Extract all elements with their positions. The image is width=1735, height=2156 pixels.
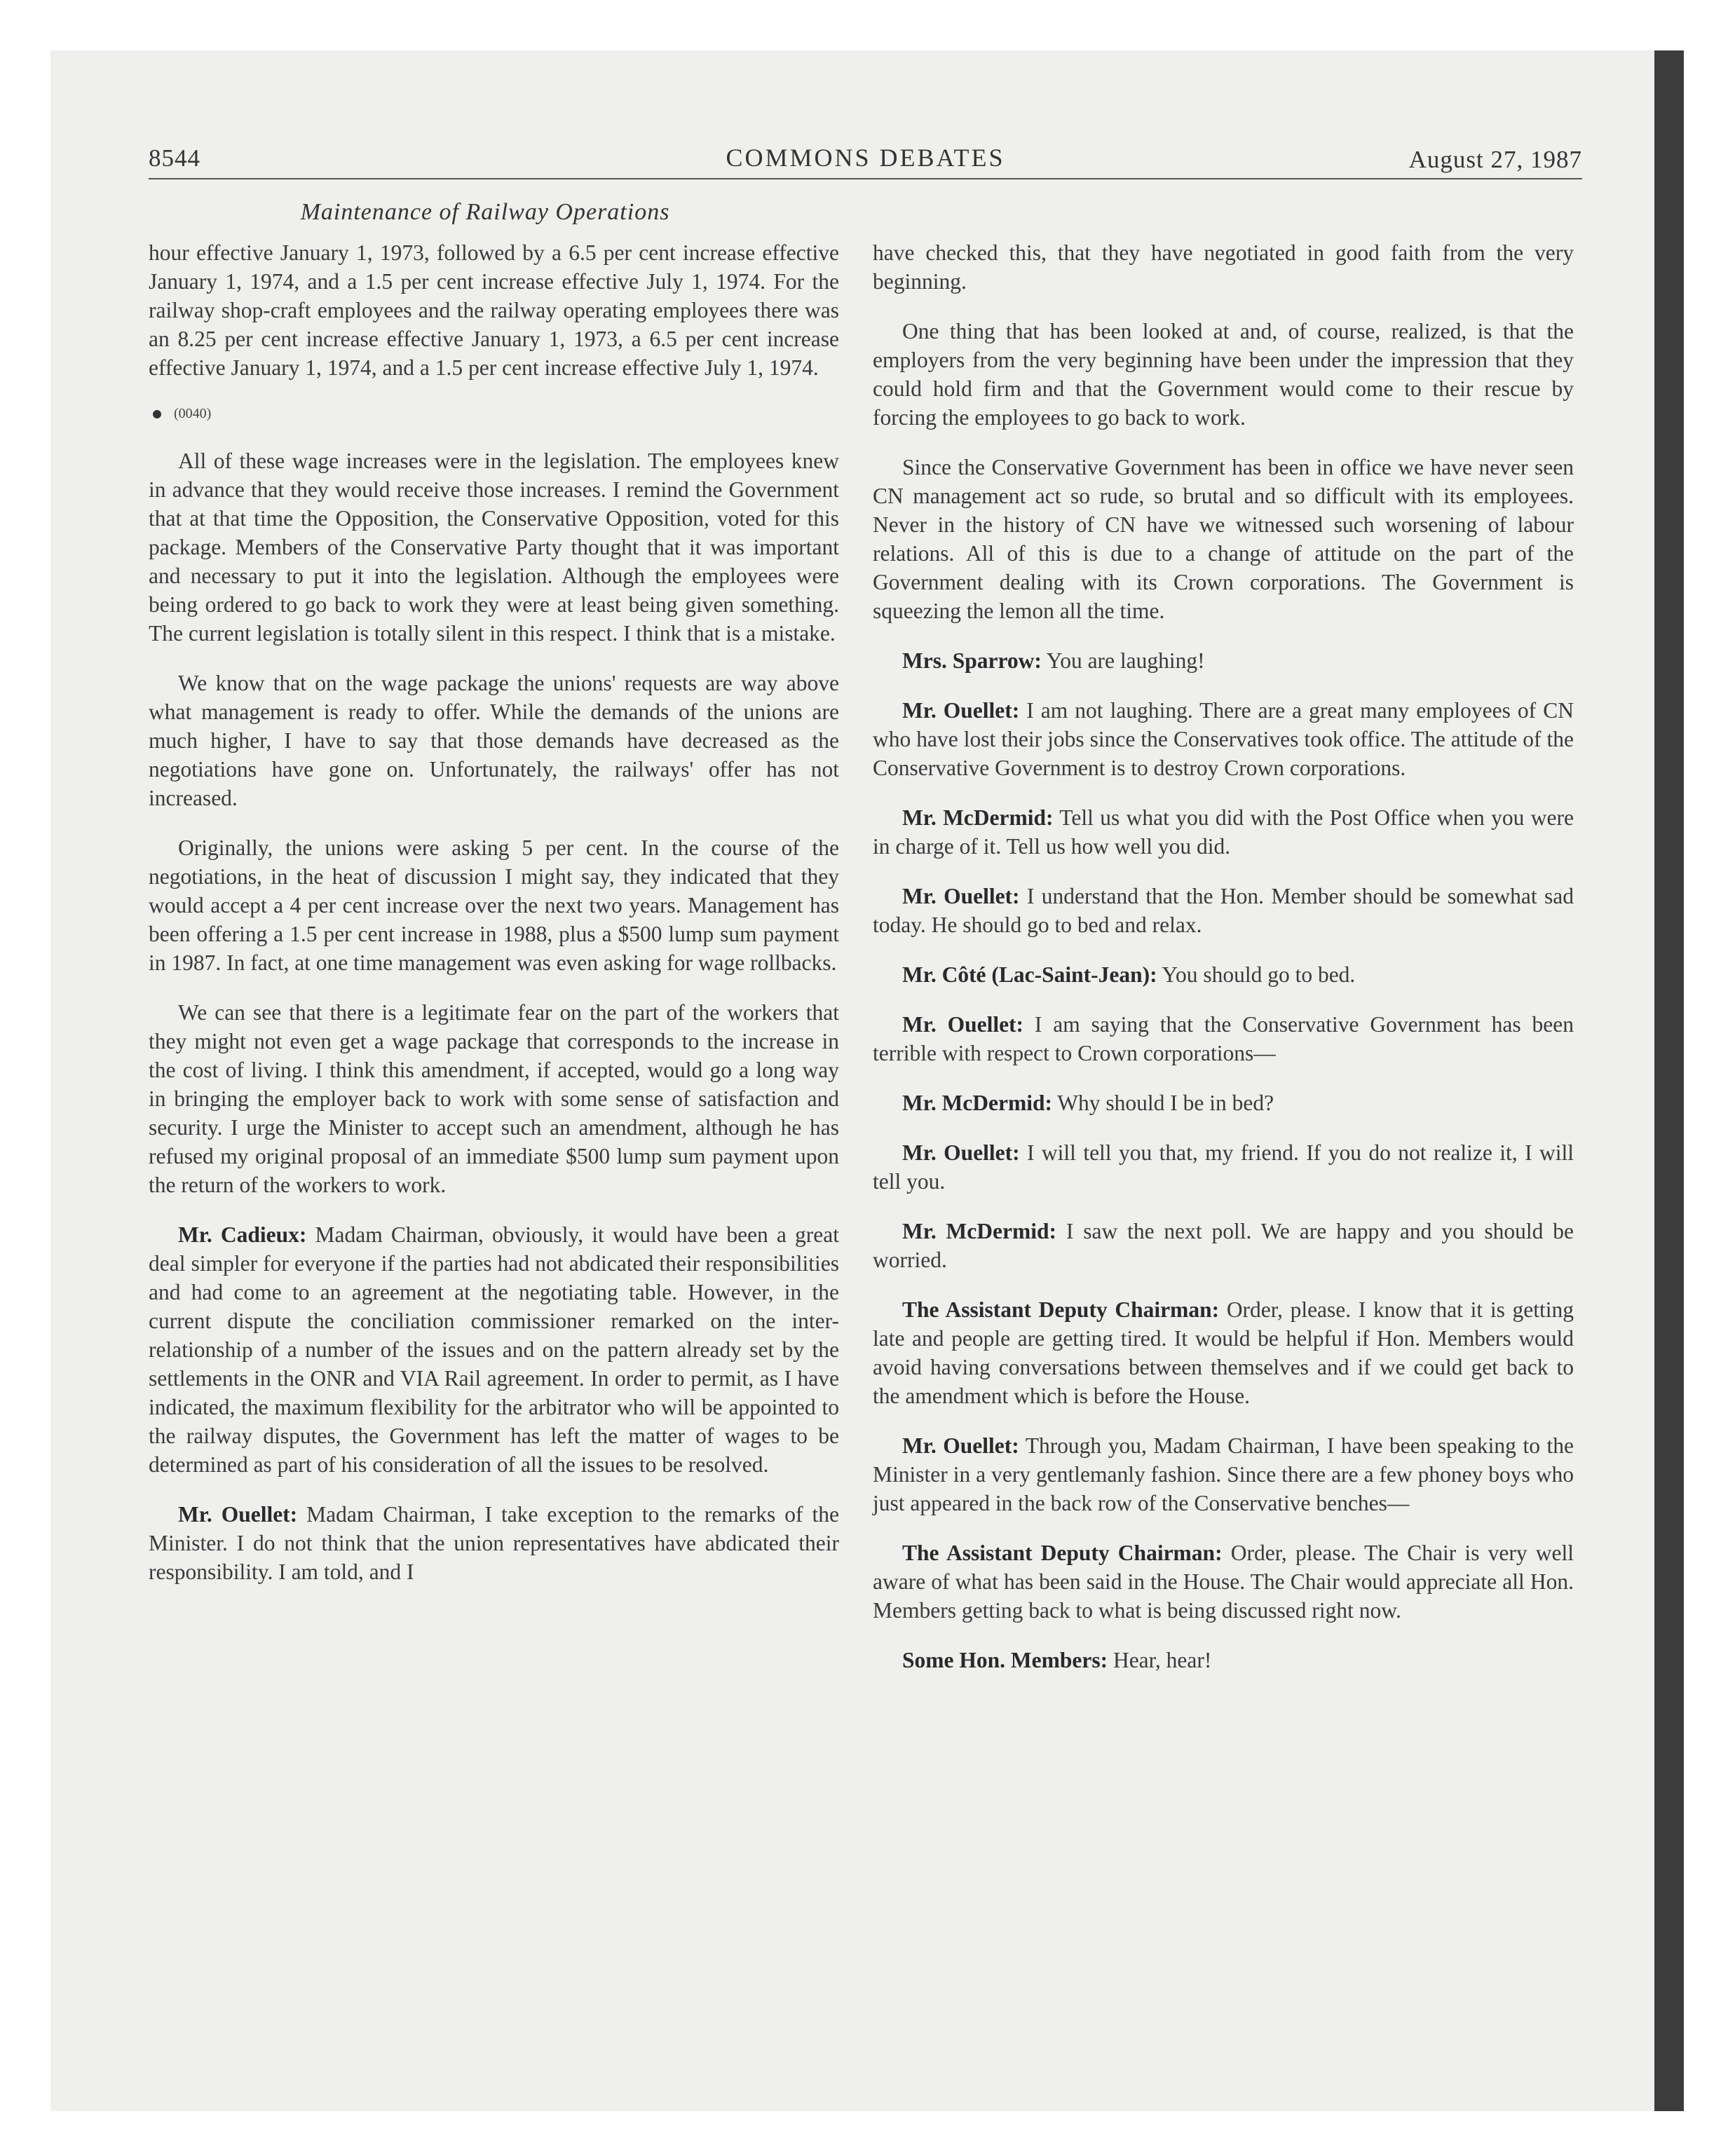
speech-text: Order, please. I know that it is getting late and people are getting tired. It would be helpful if Hon. Members would avoid having conversations between themselves and if we could get back to the amendment which is before the House. xyxy=(873,1297,1574,1408)
speech-text: Why should I be in bed? xyxy=(1052,1091,1274,1115)
scanned-page xyxy=(50,50,1684,2111)
speaker-name: The Assistant Deputy Chairman: xyxy=(902,1541,1223,1565)
running-header xyxy=(149,142,1582,179)
speech-text: I am saying that the Conservative Government has been terrible with respect to Crown corporations— xyxy=(873,1012,1574,1065)
speech xyxy=(873,696,1574,782)
speech xyxy=(873,960,1574,989)
publication-date: August 27, 1987 xyxy=(1408,146,1582,173)
speaker-name: Mr. Ouellet: xyxy=(902,698,1020,723)
speech-text: Order, please. The Chair is very well aware of what has been said in the House. The Chair would appreciate all Hon. Members getting back to what is being discussed right now. xyxy=(873,1541,1574,1623)
speech-text: Tell us what you did with the Post Office when you were in charge of it. Tell us how well you did. xyxy=(873,805,1574,859)
speech xyxy=(873,1089,1574,1117)
speech-text: You should go to bed. xyxy=(1157,962,1356,987)
speech xyxy=(873,1538,1574,1625)
speech xyxy=(873,1217,1574,1274)
speaker-name: Mr. Ouellet: xyxy=(902,884,1020,908)
left-column xyxy=(149,238,839,1607)
paragraph: hour effective January 1, 1973, followed by a 6.5 per cent increase effective January 1, 1974, and a 1.5 per cent increase effective July 1, 1974. For the railway shop-craft employees and the railway operating employees there was an 8.25 per cent increase effective January 1, 1973, a 6.5 per cent increase effective January 1, 1974, and a 1.5 per cent increase effective July 1, 1974. xyxy=(149,240,839,380)
speech xyxy=(873,1010,1574,1067)
paragraph: We know that on the wage package the unions' requests are way above what management is ready to offer. While the demands of the unions are much higher, I have to say that those demands have decreased as the negotiations have gone on. Unfortunately, the railways' offer has not increased. xyxy=(149,671,839,810)
speech-text: Hear, hear! xyxy=(1108,1648,1212,1672)
speaker-name: Some Hon. Members: xyxy=(902,1648,1108,1672)
paragraph: Since the Conservative Government has been in office we have never seen CN management act so rude, so brutal and so difficult with its employees. Never in the history of CN have we witnessed such worsening of labour relations. All of this is due to a change of attitude on the part of the Government dealing with its Crown corporations. The Government is squeezing the lemon all the time. xyxy=(873,455,1574,623)
speech-text: I will tell you that, my friend. If you do not realize it, I will tell you. xyxy=(873,1140,1574,1194)
section-title: Maintenance of Railway Operations xyxy=(300,199,670,225)
paragraph: Originally, the unions were asking 5 per cent. In the course of the negotiations, in the heat of discussion I might say, they indicated that they would accept a 4 per cent increase over the next two years. Management has been offering a 1.5 per cent increase in 1988, plus a $500 lump sum payment in 1987. In fact, at one time management was even asking for wage rollbacks. xyxy=(149,835,839,975)
speech xyxy=(149,1220,839,1479)
speaker-name: Mr. Ouellet: xyxy=(178,1502,298,1527)
publication-title: COMMONS DEBATES xyxy=(726,144,1005,172)
speaker-name: Mrs. Sparrow: xyxy=(902,648,1042,673)
speech-text: I am not laughing. There are a great many employees of CN who have lost their jobs since the Conservatives took office. The attitude of the Conservative Government is to destroy Crown corporations. xyxy=(873,698,1574,780)
speech-text: Through you, Madam Chairman, I have been speaking to the Minister in a very gentlemanly fashion. Since there are a few phoney boys who just appeared in the back row of the Conservative benches— xyxy=(873,1433,1574,1515)
time-marker xyxy=(149,403,839,424)
speech xyxy=(873,1431,1574,1517)
bullet-icon xyxy=(153,410,161,418)
paragraph: We can see that there is a legitimate fear on the part of the workers that they might not even get a wage package that corresponds to the increase in the cost of living. I think this amendment, if accepted, would go a long way in bringing the employer back to work with some sense of satisfaction and security. I urge the Minister to accept such an amendment, although he has refused my original proposal of an immediate $500 lump sum payment upon the return of the workers to work. xyxy=(149,1000,839,1197)
right-column xyxy=(873,238,1574,1696)
speech xyxy=(873,803,1574,861)
speaker-name: The Assistant Deputy Chairman: xyxy=(902,1297,1220,1322)
speech-text: Madam Chairman, I take exception to the remarks of the Minister. I do not think that the union representatives have abdicated their responsibility. I am told, and I xyxy=(149,1502,840,1584)
speech xyxy=(873,1138,1574,1196)
binding-edge xyxy=(1654,50,1684,2111)
speaker-name: Mr. Ouellet: xyxy=(902,1433,1019,1458)
time-marker-label: (0040) xyxy=(174,406,212,421)
speaker-name: Mr. Ouellet: xyxy=(902,1012,1024,1037)
speech xyxy=(873,1295,1574,1410)
speaker-name: Mr. Ouellet: xyxy=(902,1140,1020,1165)
speaker-name: Mr. Côté (Lac-Saint-Jean): xyxy=(902,962,1157,987)
speaker-name: Mr. McDermid: xyxy=(902,1091,1052,1115)
speaker-name: Mr. McDermid: xyxy=(902,1219,1056,1243)
speech xyxy=(873,1646,1574,1674)
speech-text: You are laughing! xyxy=(1041,648,1205,673)
speech xyxy=(149,1500,839,1586)
speech xyxy=(873,646,1574,675)
paragraph: have checked this, that they have negotiated in good faith from the very beginning. xyxy=(873,240,1574,294)
speaker-name: Mr. Cadieux: xyxy=(178,1222,307,1247)
speech-text: I understand that the Hon. Member should be somewhat sad today. He should go to bed and relax. xyxy=(873,884,1574,937)
speech-text: I saw the next poll. We are happy and you should be worried. xyxy=(873,1219,1574,1272)
paragraph: All of these wage increases were in the legislation. The employees knew in advance that they would receive those increases. I remind the Government that at that time the Opposition, the Conservative Opposition, voted for this package. Members of the Conservative Party thought that it was important and necessary to put it into the legislation. Although the employees were being ordered to go back to work they were at least being given something. The current legislation is totally silent in this respect. I think that is a mistake. xyxy=(149,449,839,646)
paragraph: One thing that has been looked at and, of course, realized, is that the employers from the very beginning have been under the impression that they could hold firm and that the Government would come to their rescue by forcing the employees to go back to work. xyxy=(873,319,1574,430)
speech-text: Madam Chairman, obviously, it would have been a great deal simpler for everyone if the parties had not abdicated their responsibilities and had come to an agreement at the negotiating table. However, in the current dispute the conciliation commissioner remarked on the inter-relationship of a number of the issues and on the pattern already set by the settlements in the ONR and VIA Rail agreement. In order to permit, as I have indicated, the maximum flexibility for the arbitrator who will be appointed to the railway disputes, the Government has left the matter of wages to be determined as part of his consideration of all the issues to be resolved. xyxy=(149,1222,839,1477)
page-number: 8544 xyxy=(149,144,200,172)
speaker-name: Mr. McDermid: xyxy=(902,805,1054,830)
speech xyxy=(873,882,1574,939)
